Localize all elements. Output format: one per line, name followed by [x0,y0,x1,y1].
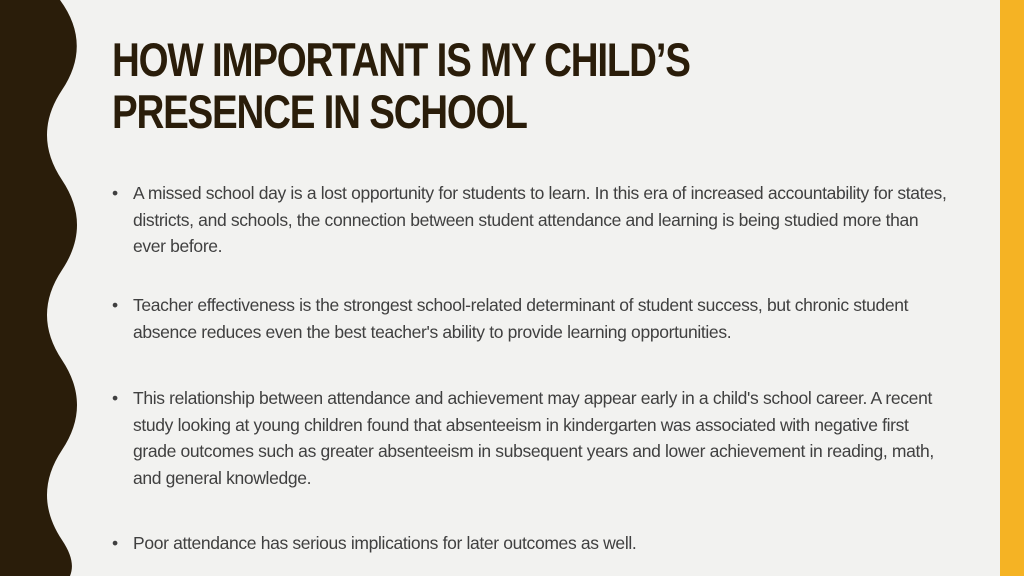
bullet-item [112,180,952,260]
bullet-text: A missed school day is a lost opportunity for students to learn. In this era of increased accountability for states, districts, and schools, the connection between student attendance and learning is being studied more than ever before. [133,183,947,256]
bullet-dot-icon: • [112,533,119,553]
bullet-text: This relationship between attendance and achievement may appear early in a child's school career. A recent study looking at young children found that absenteeism in kindergarten was associated with negative first grade outcomes such as greater absenteeism in subsequent years and lower achievement in reading, math, and general knowledge. [133,388,934,488]
bullet-text: Poor attendance has serious implications for later outcomes as well. [133,533,637,553]
bullet-text: Teacher effectiveness is the strongest school-related determinant of student success, but chronic student absence reduces even the best teacher's ability to provide learning opportunities. [133,295,909,342]
bullet-dot-icon: • [112,295,119,315]
wavy-left-border [0,0,80,576]
bullet-item [112,530,952,557]
wavy-border-shape [0,0,77,576]
accent-stripe [1000,0,1024,576]
slide-title: HOW IMPORTANT IS MY CHILD’S PRESENCE IN SCHOOL [112,33,690,138]
bullet-item [112,292,952,345]
bullet-item [112,385,952,491]
bullet-dot-icon: • [112,183,119,203]
bullet-dot-icon: • [112,388,119,408]
